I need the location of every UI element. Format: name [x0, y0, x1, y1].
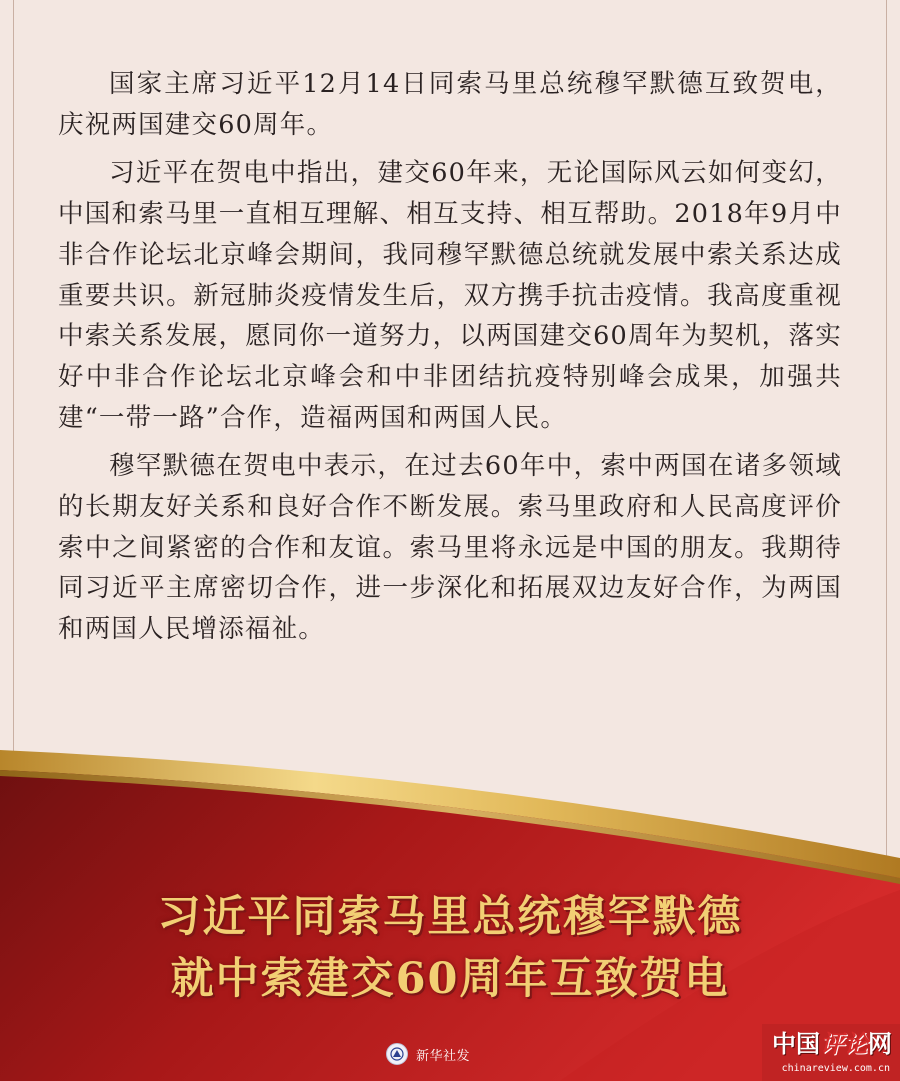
headline	[0, 886, 900, 1010]
article-paragraph-1: 国家主席习近平12月14日同索马里总统穆罕默德互致贺电，庆祝两国建交60周年。	[58, 69, 842, 140]
watermark-part-1: 中国	[772, 1030, 820, 1058]
photo-credit	[386, 1040, 470, 1068]
site-watermark-logo	[772, 1028, 892, 1060]
watermark-part-3: 网	[868, 1030, 892, 1058]
headline-line-2: 就中索建交60周年互致贺电	[170, 954, 730, 1004]
article-paragraph-2: 习近平在贺电中指出，建交60年来，无论国际风云如何变幻，中国和索马里一直相互理解、相互支持、相互帮助。2018年9月中非合作论坛北京峰会期间，我同穆罕默德总统就发展中索关系达成重要共识。新冠肺炎疫情发生后，双方携手抗击疫情。我高度重视中索关系发展，愿同你一道努力，以两国建交60周年为契机，落实好中非合作论坛北京峰会和中非团结抗疫特别峰会成果，加强共建“一带一路”合作，造福两国和两国人民。	[58, 158, 842, 433]
watermark-part-2: 评论	[820, 1030, 868, 1058]
article-paragraph-3: 穆罕默德在贺电中表示，在过去60年中，索中两国在诸多领域的长期友好关系和良好合作不断发展。索马里政府和人民高度评价索中之间紧密的合作和友谊。索马里将永远是中国的朋友。我期待同习近平主席密切合作，进一步深化和拓展双边友好合作，为两国和两国人民增添福祉。	[58, 451, 842, 645]
site-watermark	[762, 1024, 900, 1081]
watermark-url: chinareview.com.cn	[781, 1063, 890, 1074]
article-body	[58, 64, 842, 658]
headline-line-1: 习近平同索马里总统穆罕默德	[157, 892, 743, 942]
xinhua-globe-icon	[386, 1043, 408, 1065]
credit-text: 新华社发	[416, 1048, 471, 1064]
